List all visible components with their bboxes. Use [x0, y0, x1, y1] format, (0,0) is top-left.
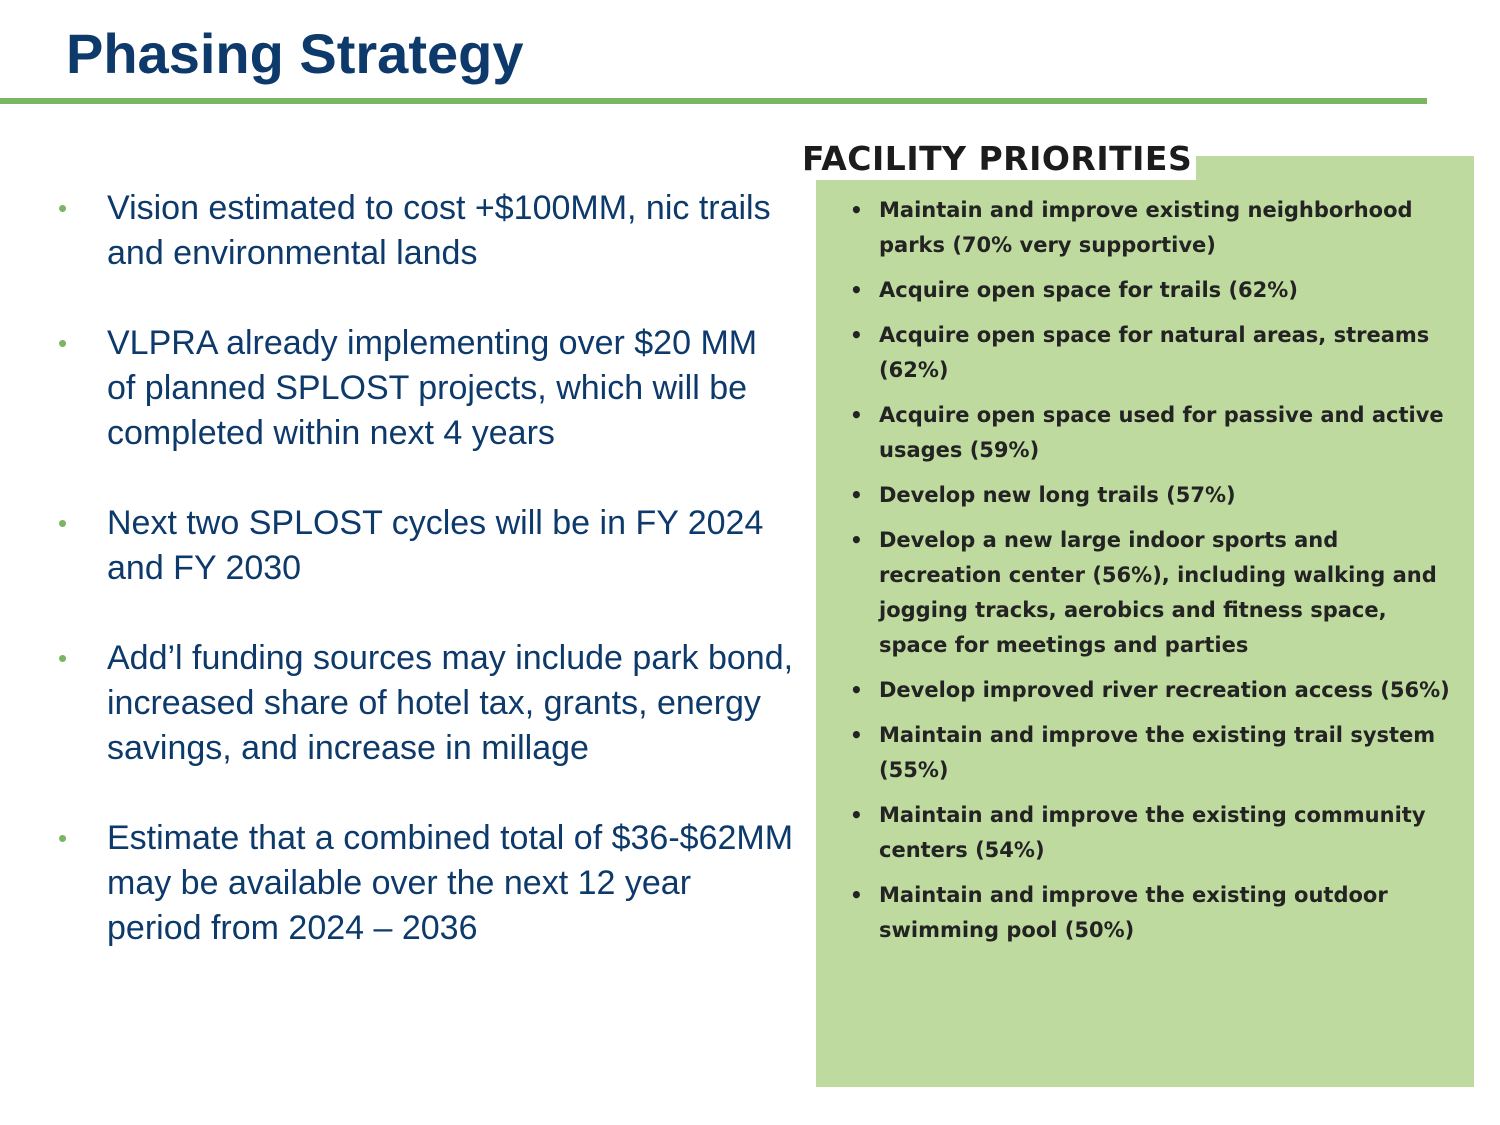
priority-item	[850, 718, 1462, 788]
bullet-item	[54, 501, 794, 591]
bullet-text: Add’l funding sources may include park bond, increased share of hotel tax, grants, energy savings, and increase in millage	[107, 639, 794, 767]
priority-text: Maintain and improve the existing trail system (55%)	[879, 723, 1436, 782]
phasing-bullet-list	[54, 186, 794, 996]
priority-text: Develop a new large indoor sports and recreation center (56%), including walking and jogging tracks, aerobics and fitness space, space for meetings and parties	[879, 528, 1437, 657]
priority-text: Maintain and improve the existing outdoor swimming pool (50%)	[879, 883, 1388, 942]
priority-item	[850, 478, 1462, 513]
priority-item	[850, 273, 1462, 308]
bullet-text: Next two SPLOST cycles will be in FY 2024 and FY 2030	[107, 504, 764, 587]
priority-text: Maintain and improve the existing community centers (54%)	[879, 803, 1426, 862]
bullet-dot-icon: •	[58, 643, 68, 673]
priority-bullet-icon: •	[850, 528, 863, 552]
priority-bullet-icon: •	[850, 803, 863, 827]
priority-bullet-icon: •	[850, 483, 863, 507]
facility-priorities-heading: FACILITY PRIORITIES	[800, 138, 1196, 180]
priority-text: Acquire open space for natural areas, streams (62%)	[879, 323, 1430, 382]
priority-text: Acquire open space for trails (62%)	[879, 278, 1298, 302]
bullet-dot-icon: •	[58, 193, 68, 223]
priority-bullet-icon: •	[850, 323, 863, 347]
bullet-text: Vision estimated to cost +$100MM, nic trails and environmental lands	[107, 189, 771, 272]
priority-bullet-icon: •	[850, 403, 863, 427]
bullet-text: Estimate that a combined total of $36-$62MM may be available over the next 12 year period from 2024 – 2036	[107, 819, 794, 947]
bullet-item	[54, 636, 794, 771]
priority-item	[850, 798, 1462, 868]
priority-bullet-icon: •	[850, 723, 863, 747]
title-divider	[0, 98, 1427, 104]
bullet-dot-icon: •	[58, 508, 68, 538]
bullet-item	[54, 186, 794, 276]
priority-bullet-icon: •	[850, 198, 863, 222]
priority-bullet-icon: •	[850, 278, 863, 302]
bullet-dot-icon: •	[58, 823, 68, 853]
priority-item	[850, 673, 1462, 708]
priority-item	[850, 193, 1462, 263]
bullet-item	[54, 816, 794, 951]
slide-title: Phasing Strategy	[66, 22, 524, 85]
priority-item	[850, 523, 1462, 663]
priority-bullet-icon: •	[850, 678, 863, 702]
facility-priorities-list	[850, 193, 1462, 958]
priority-item	[850, 318, 1462, 388]
bullet-text: VLPRA already implementing over $20 MM of planned SPLOST projects, which will be completed within next 4 years	[107, 324, 758, 452]
priority-text: Develop new long trails (57%)	[879, 483, 1236, 507]
priority-text: Maintain and improve existing neighborhood parks (70% very supportive)	[879, 198, 1413, 257]
bullet-item	[54, 321, 794, 456]
priority-text: Develop improved river recreation access (56%)	[879, 678, 1450, 702]
priority-item	[850, 398, 1462, 468]
priority-bullet-icon: •	[850, 883, 863, 907]
priority-item	[850, 878, 1462, 948]
bullet-dot-icon: •	[58, 328, 68, 358]
priority-text: Acquire open space used for passive and active usages (59%)	[879, 403, 1444, 462]
